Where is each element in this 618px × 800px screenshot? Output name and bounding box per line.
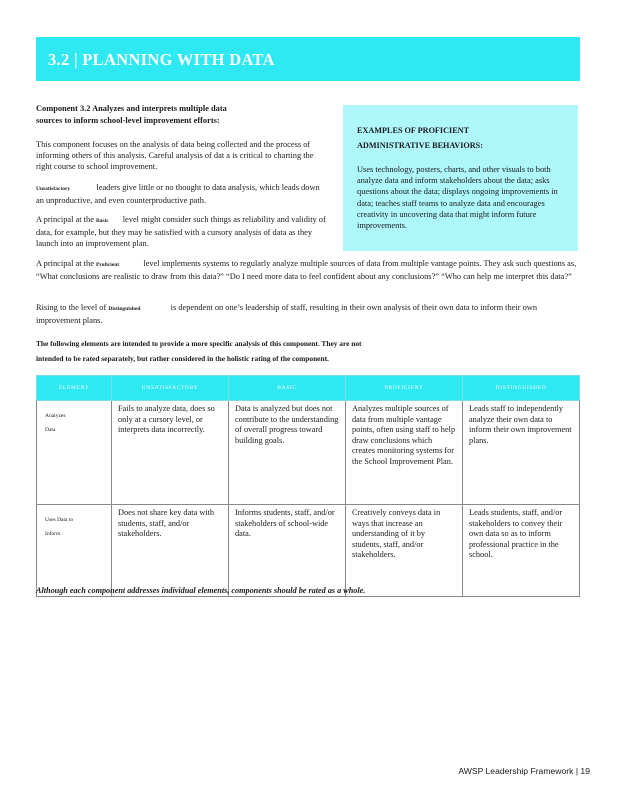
header-proficient: PROFICIENT	[346, 376, 463, 401]
basic-cell: Data is analyzed but does not contribute to the understanding of overall progress toward building goals.	[229, 401, 346, 505]
table-row	[37, 401, 580, 505]
element-name-line2: Data	[45, 427, 56, 433]
distinguished-text: is dependent on one’s leadership of staff, resulting in their own analysis of their own data to inform their own improvement plans.	[36, 303, 538, 325]
element-name-line2: Inform	[45, 531, 61, 537]
proficient-cell: Analyzes multiple sources of data from multiple vantage points, often using staff to help draw conclusions which creates monitoring systems for the School Improvement Plan.	[346, 401, 463, 505]
proficient-examples-callout	[343, 105, 578, 251]
footnote: Although each component addresses individual elements, components should be rated as a whole.	[36, 586, 366, 595]
basic-cell: Informs students, staff, and/or stakeholders of school-wide data.	[229, 505, 346, 597]
distinguished-cell: Leads students, staff, and/or stakeholders to convey their own data so as to inform professional practice in the school.	[463, 505, 580, 597]
footer-title: AWSP Leadership Framework	[458, 766, 574, 776]
unsatisfactory-paragraph	[36, 182, 328, 206]
basic-prefix: A principal at the	[36, 215, 94, 224]
proficient-term: Proficient	[96, 262, 120, 268]
table-row	[37, 505, 580, 597]
header-element: ELEMENT	[37, 376, 112, 401]
basic-term: Basic	[96, 218, 109, 224]
unsatisfactory-term: Unsatisfactory	[36, 186, 71, 192]
proficient-prefix: A principal at the	[36, 259, 94, 268]
element-cell	[37, 401, 112, 505]
table-header-row	[37, 376, 580, 401]
callout-title-line1: EXAMPLES OF PROFICIENT	[357, 126, 470, 135]
distinguished-paragraph	[36, 302, 581, 326]
callout-body: Uses technology, posters, charts, and other visuals to both analyze data and inform stakeholders about the data; asks questions about the data; displays ongoing improvements in data; teaches staff teams to analyze data and encourages creativity in uncovering data that might inform future improvements.	[357, 165, 558, 231]
callout-title-line2: ADMINISTRATIVE BEHAVIORS:	[357, 141, 483, 150]
basic-paragraph	[36, 214, 328, 249]
callout-title	[357, 123, 567, 153]
distinguished-prefix: Rising to the level of	[36, 303, 107, 312]
element-name-line1: Analyzes	[45, 413, 66, 419]
elements-note	[36, 336, 536, 366]
header-unsatisfactory: UNSATISFACTORY	[112, 376, 229, 401]
proficient-cell: Creatively conveys data in ways that increase an understanding of it by students, staff, and/or stakeholders.	[346, 505, 463, 597]
component-heading-line1: Component 3.2 Analyzes and interprets multiple data	[36, 104, 227, 113]
section-title: 3.2 | PLANNING WITH DATA	[48, 50, 275, 69]
page-number: | 19	[575, 766, 590, 776]
section-header-band	[36, 37, 580, 81]
distinguished-term: Distinguished	[108, 306, 141, 312]
proficient-paragraph	[36, 258, 581, 282]
rubric-table	[36, 375, 580, 597]
element-cell	[37, 505, 112, 597]
page-footer	[458, 766, 590, 776]
elements-note-line1: The following elements are intended to provide a more specific analysis of this component. They are not	[36, 339, 362, 348]
component-heading-line2: sources to inform school-level improvement efforts:	[36, 116, 220, 125]
intro-paragraph: This component focuses on the analysis of data being collected and the process of informing others of this analysis. Careful analysis of dat a is critical to charting the right course to school improvement.	[36, 140, 314, 171]
element-name-line1: Uses Data to	[45, 517, 74, 523]
header-distinguished: DISTINGUISHED	[463, 376, 580, 401]
component-heading	[36, 103, 336, 127]
proficient-text: level implements systems to regularly analyze multiple sources of data from multiple vantage points. They ask such questions as, “What conclusions are realistic to draw from this data?” “Do I need more data to feel confident about any conclusions?” “Who can help me interpret this data?”	[36, 259, 577, 281]
unsatisfactory-cell: Does not share key data with students, staff, and/or stakeholders.	[112, 505, 229, 597]
unsatisfactory-cell: Fails to analyze data, does so only at a cursory level, or interprets data incorrectly.	[112, 401, 229, 505]
basic-text: level might consider such things as reliability and validity of data, for example, but they may be satisfied with a cursory analysis of data as they launch into an improvement plan.	[36, 215, 326, 248]
unsatisfactory-text: leaders give little or no thought to data analysis, which leads down an unproductive, and even counterproductive path.	[36, 183, 320, 205]
elements-note-line2: intended to be rated separately, but rather considered in the holistic rating of the component.	[36, 354, 329, 363]
header-basic: BASIC	[229, 376, 346, 401]
distinguished-cell: Leads staff to independently analyze their own data to inform their own improvement plans.	[463, 401, 580, 505]
